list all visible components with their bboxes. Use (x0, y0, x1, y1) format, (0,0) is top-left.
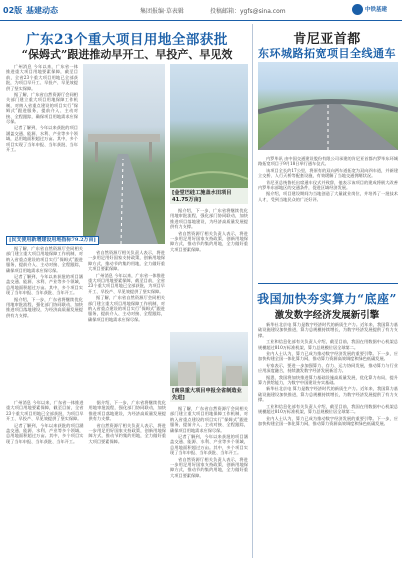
page-header (0, 0, 402, 21)
photo-nairobi-road (258, 62, 398, 150)
publisher-logo (352, 3, 398, 16)
left-article-subtitle: “保姆式”跟进推动早开工、早投产、早见效 (21, 48, 233, 61)
paragraph: 省自然资源厅相关负责人表示，将进一步用足用好国家支持政策，创新用地保障方式，推动节约集约用地，全力做好重大项目要素保障。 (170, 230, 248, 252)
photo-illustration (258, 62, 398, 150)
paragraph: 据了解，广东省自然资源厅会同相关部门建立重大项目用地保障工作机制，对纳入省重点建设的项目实行“保姆式”跟进服务，提前介入、主动对接、全程跟踪，确保项目用地需求应保尽保。 (170, 406, 248, 433)
paragraph: 据了解，广东省自然资源厅会同相关部门建立重大项目用地保障工作机制，对纳入省重点建设的项目实行“保姆式”跟进服务，提前介入、主动对接、全程跟踪，确保项目用地需求应保尽保。 (6, 246, 83, 273)
paragraph: 工业和信息化部有关负责人介绍，截至目前，我国在用数据中心机架总规模超过810万标准机架，算力总规模位居全球第二。 (258, 403, 398, 415)
paragraph: 业内人士认为，算力已成为推动数字经济发展的重要引擎。下一步，应加快构建全国一体化算力网，推动算力资源高效调度和绿色低碳发展。 (258, 351, 398, 362)
paragraph: 据介绍，下一步，广东省将继续优化用地审批流程，强化部门协同联动，加快推进项目落地建设，为经济高质量发展提供有力支撑。 (6, 296, 83, 318)
paragraph: 内罗毕讯 由中国交通建设股份有限公司承建的肯尼亚首都内罗毕东环城路拓宽项目于9月18日举行通车仪式。 (258, 156, 398, 167)
right-article-body (258, 156, 398, 280)
paragraph: 省自然资源厅相关负责人表示，将进一步用足用好国家支持政策，创新用地保障方式，推动节约集约用地，全力做好重大项目要素保障。 (88, 422, 166, 444)
paragraph: 广州消息 今年以来，广东省一体推进重大项目用地要素保障，截至目前，全省23个重大项目用地已全部获批，为项目早开工、早投产、早见效提供了坚实保障。 (6, 64, 78, 91)
paragraph: 据了解，广东省自然资源厅会同相关部门建立重大项目用地保障工作机制，对纳入省重点建设的项目实行“保姆式”跟进服务，提前介入、主动对接、全程跟踪，确保项目用地需求应保尽保。 (88, 295, 165, 322)
paragraph: 业内人士认为，算力已成为推动数字经济发展的重要引擎。下一步，应加快构建全国一体化算力网，推动算力资源高效调度和绿色低碳发展。 (258, 415, 398, 426)
newspaper-name: 集团报编·草表辑 (140, 8, 184, 15)
paragraph: 记者了解到，今年以来获批的项目涵盖交通、能源、水利、产业等多个领域，总用地面积超过万亩。其中，多个项目实现了当年申报、当年获批、当年开工。 (6, 274, 83, 296)
paragraph: 据介绍，项目建设期间为当地创造了大量就业岗位，并培养了一批技术人才，受到当地民众的广泛好评。 (258, 191, 398, 202)
left-article-title: 广东23个重大项目用地全部获批 (26, 32, 228, 48)
contact-email: 投稿邮箱：ygfs@sina.com (210, 8, 286, 15)
right-article-subtitle: 东环城路拓宽项目全线通车 (258, 47, 396, 60)
paragraph: 新华社北京电 算力是数字经济时代的新质生产力。近年来，我国算力基础设施建设加快推进，算力总规模持续增长，为数字经济发展提供了有力支撑。 (258, 386, 398, 403)
paragraph: 肯尼亚总统鲁托出席通车仪式并致辞，他表示该项目的建成将极大改善内罗毕东部地区的交通条件，促进区域经济发展。 (258, 179, 398, 191)
photo-farmland (170, 64, 248, 204)
photo-highway-construction (83, 64, 165, 244)
second-article-title: 我国加快夯实算力“底座” (257, 292, 397, 306)
section-name: 基建动态 (26, 6, 58, 15)
right-article-title: 肯尼亚首都 (293, 32, 361, 47)
second-article-subtitle: 激发数字经济发展新引擎 (274, 310, 380, 321)
paragraph: 新华社北京电 算力是数字经济时代的新质生产力。近年来，我国算力基础设施建设加快推进，算力总规模持续增长，为数字经济发展提供了有力支撑。 (258, 322, 398, 338)
left-article-col3b (170, 406, 248, 560)
left-article-col1 (6, 64, 78, 232)
paragraph: 据了解，广东省自然资源厅会同相关部门建立重大项目用地保障工作机制，对纳入省重点建设的项目实行“保姆式”跟进服务，提前介入、主动对接、全程跟踪，确保项目用地需求应保尽保。 (6, 92, 78, 125)
paragraph: 记者了解到，今年以来获批的项目涵盖交通、能源、水利、产业等多个领域，总用地面积超过万亩。其中，多个项目实现了当年申报、当年获批、当年开工。 (170, 434, 248, 456)
paragraph: 记者了解到，今年以来获批的项目涵盖交通、能源、水利、产业等多个领域，总用地面积超过万亩。其中，多个项目实现了当年申报、当年获批、当年开工。 (6, 125, 78, 153)
paragraph: 据悉，我国将加快推进算力基础设施高质量发展，优化算力布局，提升算力供给能力，为数字中国建设夯实基础。 (258, 374, 398, 386)
paragraph: 工业和信息化部有关负责人介绍，截至目前，我国在用数据中心机架总规模超过810万标准机架，算力总规模位居全球第二。 (258, 339, 398, 350)
photo-caption: [金堂巴硅工施盖水田项目41.75万亩] (170, 188, 248, 204)
paragraph: 广州消息 今年以来，广东省一体推进重大项目用地要素保障，截至目前，全省23个重大项目用地已全部获批，为项目早开工、早投产、早见效提供了坚实保障。 (88, 272, 165, 294)
logo-icon (352, 4, 363, 15)
paragraph: 广州消息 今年以来，广东省一体推进重大项目用地要素保障，截至目前，全省23个重大项目用地已全部获批，为项目早开工、早投产、早见效提供了坚实保障。 (6, 400, 84, 422)
logo-text: 中铁基建 (365, 7, 388, 13)
left-subhead: [民支使用新增建设用地指标79.2万亩] (6, 236, 99, 245)
left-article-col3 (170, 208, 248, 328)
left-article-bottom (6, 400, 166, 560)
left-article-col1b (6, 246, 83, 396)
photo-industrial-park (170, 332, 248, 402)
paragraph: 据介绍，下一步，广东省将继续优化用地审批流程，强化部门协同联动，加快推进项目落地建设，为经济高质量发展提供有力支撑。 (88, 400, 166, 422)
photo-caption: [南泉重大项目申报全省制造业先进] (170, 386, 248, 402)
paragraph: 该项目全长约17公里，将原有的双向两车道拓宽为双向四车道，并新建立交桥、人行天桥等配套设施，有效缓解了当地交通拥堵状况。 (258, 167, 398, 179)
paragraph: 据介绍，下一步，广东省将继续优化用地审批流程，强化部门协同联动，加快推进项目落地建设，为经济高质量发展提供有力支撑。 (170, 208, 248, 230)
paragraph: 省自然资源厅相关负责人表示，将进一步用足用好国家支持政策，创新用地保障方式，推动节约集约用地，全力做好重大项目要素保障。 (88, 250, 165, 272)
column-divider (252, 24, 253, 558)
photo-illustration (170, 64, 248, 204)
paragraph: 省自然资源厅相关负责人表示，将进一步用足用好国家支持政策，创新用地保障方式，推动节约集约用地，全力做好重大项目要素保障。 (170, 456, 248, 478)
paragraph: 记者了解到，今年以来获批的项目涵盖交通、能源、水利、产业等多个领域，总用地面积超过万亩。其中，多个项目实现了当年申报、当年获批、当年开工。 (6, 422, 84, 444)
page-number: 02版 (3, 6, 23, 15)
left-article-col2 (88, 250, 165, 400)
section-divider (258, 283, 398, 284)
photo-illustration (83, 64, 165, 244)
second-article-body (258, 322, 398, 560)
paragraph: 专家表示，要进一步加强算力、存力、运力协同发展，推动算力与行业应用深度融合，持续激发数字经济发展新活力。 (258, 362, 398, 374)
